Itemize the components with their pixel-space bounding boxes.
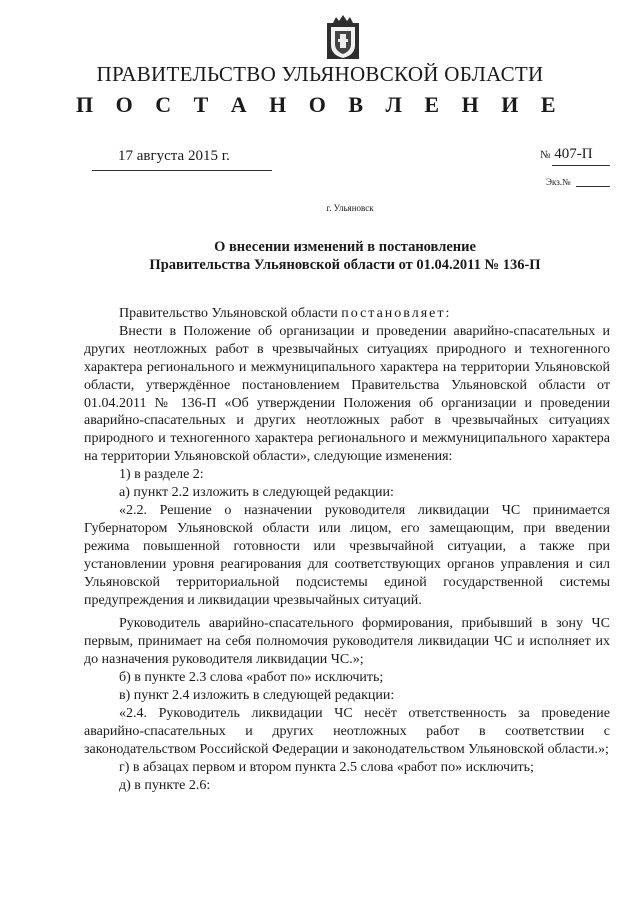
paragraph: в) пункт 2.4 изложить в следующей редакции:: [119, 688, 395, 704]
number-sign: №: [540, 149, 551, 161]
paragraph: б) в пункте 2.3 слова «работ по» исключить;: [119, 670, 384, 686]
paragraph: д) в пункте 2.6:: [119, 777, 211, 793]
decree-word: постановляет:: [341, 306, 452, 321]
title-line-1: О внесении изменений в постановление: [214, 239, 476, 255]
document-date: 17 августа 2015 г.: [118, 148, 230, 164]
paragraph: 1) в разделе 2:: [119, 467, 204, 483]
copy-underline: [576, 186, 610, 187]
city: г. Ульяновск: [326, 203, 374, 213]
paragraph: г) в абзацах первом и втором пункта 2.5 слова «работ по» исключить;: [119, 759, 534, 775]
paragraph: а) пункт 2.2 изложить в следующей редакции:: [119, 485, 394, 501]
decree-intro: [84, 305, 610, 323]
date-underline: [92, 170, 272, 171]
copy-number-label: Экз.№: [546, 177, 571, 187]
paragraph: Руководитель аварийно-спасательного формирования, прибывший в зону ЧС первым, принимает на себя полномочия руководителя ликвидации ЧС и исполняет их до назначения руководителя ликвидации ЧС.»;: [84, 616, 610, 668]
number-value: 407-П: [554, 146, 593, 162]
document-title: [0, 238, 640, 274]
coat-of-arms-icon: [326, 15, 360, 61]
title-line-2: Правительства Ульяновской области от 01.04.2011 № 136-П: [149, 257, 541, 273]
government-name: ПРАВИТЕЛЬСТВО УЛЬЯНОВСКОЙ ОБЛАСТИ: [96, 62, 544, 86]
document-body: [84, 305, 610, 794]
document-number: [540, 146, 593, 163]
paragraph: Внести в Положение об организации и проведении аварийно-спасательных и других неотложных работ в чрезвычайных ситуациях природного и техногенного характера регионального и межмуниципального характера на территории Ульяновской области, утверждённое постановлением Правительства Ульяновской области от 01.04.2011 № 136-П «Об утверждении Положения об организации и проведении аварийно-спасательных и других неотложных работ в чрезвычайных ситуациях природного и техногенного характера регионального и межмуниципального характера на территории Ульяновской области», следующие изменения:: [84, 323, 610, 465]
paragraph: «2.2. Решение о назначении руководителя ликвидации ЧС принимается Губернатором Ульяновской области или лицом, его замещающим, при введении режима повышенной готовности или чрезвычайной ситуации, а также при установлении уровня реагирования для соответствующих органов управления и сил Ульяновской территориальной подсистемы единой государственной системы предупреждения и ликвидации чрезвычайных ситуаций.: [84, 502, 610, 608]
document-type: П О С Т А Н О В Л Е Н И Е: [75, 92, 565, 117]
decree-prefix: Правительство Ульяновской области: [119, 306, 342, 321]
number-underline: [552, 165, 610, 166]
paragraph: «2.4. Руководитель ликвидации ЧС несёт ответственность за проведение аварийно-спасательных и других неотложных работ в соответствии с законодательством Российской Федерации и законодательством Ульяновской области.»;: [84, 705, 610, 757]
